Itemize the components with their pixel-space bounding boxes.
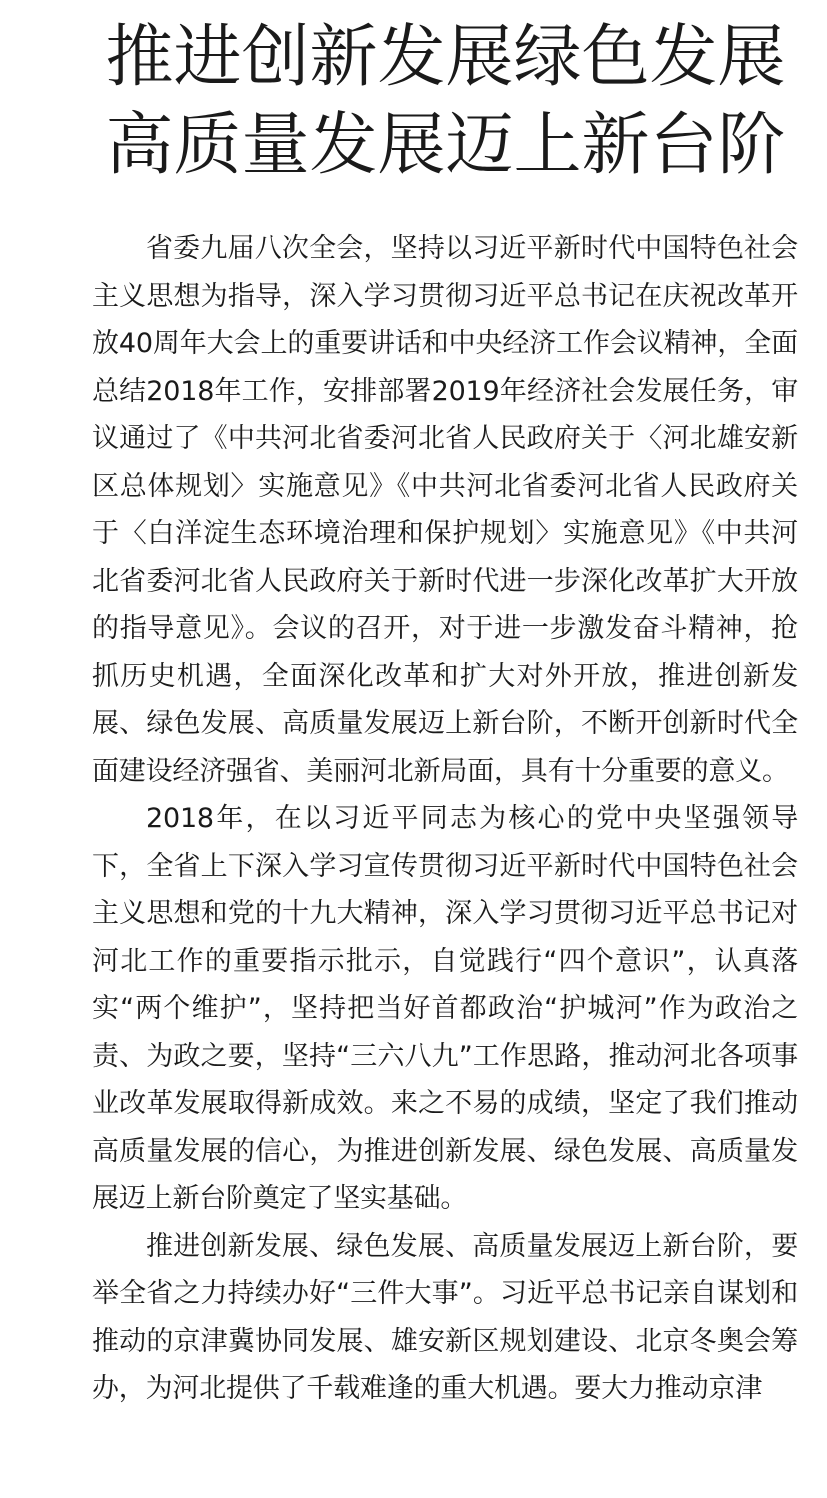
title-line-1: 推进创新发展绿色发展	[105, 18, 786, 97]
paragraph-2: 2018年，在以习近平同志为核心的党中央坚强领导下，全省上下深入学习宣传贯彻习近平新时代中国特色社会主义思想和党的十九大精神，深入学习贯彻习近平总书记对河北工作的重要指示批示，自觉践行“四个意识”，认真落实“两个维护”，坚持把当好首都政治“护城河”作为政治之责、为政之要，坚持“三六八九”工作思路，推动河北各项事业改革发展取得新成效。来之不易的成绩，坚定了我们推动高质量发展的信心，为推进创新发展、绿色发展、高质量发展迈上新台阶奠定了坚实基础。	[92, 803, 798, 1214]
title-line-2: 高质量发展迈上新台阶	[105, 106, 786, 185]
article-body	[92, 225, 798, 1413]
paragraph-1: 省委九届八次全会，坚持以习近平新时代中国特色社会主义思想为指导，深入学习贯彻习近平总书记在庆祝改革开放40周年大会上的重要讲话和中央经济工作会议精神，全面总结2018年工作，安排部署2019年经济社会发展任务，审议通过了《中共河北省委河北省人民政府关于〈河北雄安新区总体规划〉实施意见》《中共河北省委河北省人民政府关于〈白洋淀生态环境治理和保护规划〉实施意见》《中共河北省委河北省人民政府关于新时代进一步深化改革扩大开放的指导意见》。会议的召开，对于进一步激发奋斗精神，抢抓历史机遇，全面深化改革和扩大对外开放，推进创新发展、绿色发展、高质量发展迈上新台阶，不断开创新时代全面建设经济强省、美丽河北新局面，具有十分重要的意义。	[92, 233, 798, 787]
paragraph-3: 推进创新发展、绿色发展、高质量发展迈上新台阶，要举全省之力持续办好“三件大事”。习近平总书记亲自谋划和推动的京津冀协同发展、雄安新区规划建设、北京冬奥会筹办，为河北提供了千载难逢的重大机遇。要大力推动京津	[92, 1230, 798, 1404]
article-title	[32, 14, 827, 190]
